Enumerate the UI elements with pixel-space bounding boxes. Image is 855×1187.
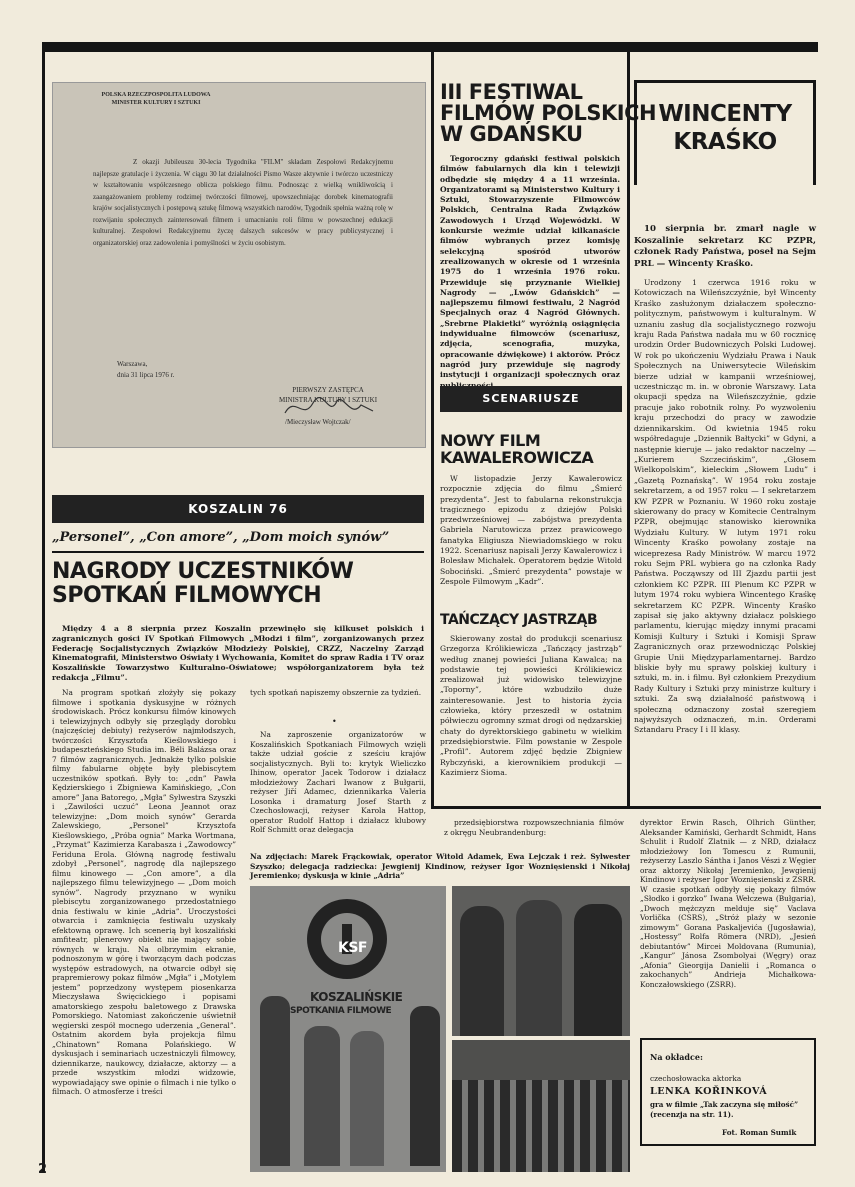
koszalin-col4: dyrektor Erwin Rasch, Olhrich Günther, Aleksander Kamiński, Gerhardt Schmidt, Hans Schulit i Rudolf Zlatnik — z NRD, działacz młodzieżowy Ion Tomescu z Rumunii, reżyserzy Laszlo Sántha i Janos Vészi z Węgier oraz aktorzy Nikołaj Jeremienko, Jewgienij Kindinow i reżyser Igor Woznięsienski z ZSRR. W czasie spotkań odbyły się pokazy filmów „Słodko i gorzko” Iwana Wełczewa (Bułgaria), „Dwoch mężczyzn melduje się” Vaclava Vorlička (CSRS), „Stróż plaży w sezonie zimowym” Gorana Paskaljevića (Jugosławia), „Hostessy” Rolfa Römera (NRD), „Jesień debiutantów” Mircei Moldovana (Rumunia), „Kangur” Jánosa Zsombolyai (Węgry) oraz „Afonia” Gieorgija Danielii i „Romanca o zakochanych” Andrieja Michałkowa-Konczałowskiego (ZSRR). bbox=[640, 818, 816, 989]
cover-photo-credit: Fot. Roman Sumik bbox=[722, 1128, 797, 1137]
cover-name: LENKA KOŘINKOVÁ bbox=[650, 1086, 768, 1097]
festival-body: Tegoroczny gdański festiwal polskich filmów fabularnych dla kin i telewizji odbędzie się między 4 a 11 września. Organizatorami są Ministerstwo Kultury i Sztuki, Stowarzyszenie Filmowców Polskich, Centralna Rada Związków Zawodowych i Urząd Wojewódzki. W konkursie weźmie udział kilkanaście filmów wybranych przez komisję selekcyjną spośród utworów zrealizowanych w okresie od 1 września 1975 do 1 września 1976 roku. Przewiduje się przyznanie Wielkiej Nagrody — „Lwów Gdańskich” — najlepszemu filmowi festiwalu, 2 Nagród Specjalnych oraz 4 Nagród Głównych. „Srebrne Plakietki” wyróżnią osiągnięcia indywidualne filmowców (scenariusz, zdjęcia, scenografia, muzyka, opracowanie dźwiękowe) i aktorów. Prócz nagród jury przewiduje się nagrody instytucji i organizacji społecznych oraz bbox=[440, 154, 620, 380]
person-silhouette bbox=[410, 1006, 440, 1166]
festival-title-3: W GDAŃSKU bbox=[440, 122, 583, 146]
cover-label: Na okładce: bbox=[650, 1052, 703, 1062]
section-rule bbox=[431, 806, 821, 809]
person-silhouette bbox=[516, 900, 562, 1036]
cover-note-box bbox=[640, 1038, 816, 1146]
photo-soviet-delegation bbox=[452, 886, 630, 1036]
scenariusze-p2: Skierowany został do produkcji scenariusz Grzegorza Królikiewicza „Tańczący jastrząb” według znanej powieści Juliana Kawalca; na podstawie tej powieści Królikiewicz zrealizował już widowisko telewizyjne „Toporny”, które wzbudziło duże zainteresowanie. Jest to historia życia człowieka, który przeszedł w ostatnim półwieczu ogromny szmat drogi od nędzarskiej chaty do dyrektorskiego gabinetu w wielkim przedsiębiorstwie. Film powstanie w Zespole „Profil”. Autorem zdjęć będzie Zbigniew Rybczyński, a kierownikiem produkcji — Kazimierz Sioma. bbox=[440, 634, 622, 777]
koszalin-rule bbox=[52, 551, 424, 553]
koszalin-films: „Personel”, „Con amore”, „Dom moich synów” bbox=[52, 530, 390, 545]
column-rule-2 bbox=[627, 52, 630, 807]
letter-body: Z okazji Jubileuszu 30-lecia Tygodnika "FILM" składam Zespołowi Redakcyjnemu najlepsze gratulacje i życzenia. W ciągu 30 lat działalności Pismo Wasze aktywnie i twórczo uczestniczy w kształtowaniu współczesnego oblicza polskiego filmu. Podnosząc z wielką wnikliwością i zaangażowaniem problemy rodzimej twórczości filmowej, upowszechniając dorobek kinematografii krajów socjalistycznych i postępową sztukę filmową wszystkich narodów, Tygodnik spełnia ważną rolę w rozwijaniu społecznych zainteresowań filmem i umacnianiu roli filmu w powszechnej edukacji kulturalnej. Zespołowi Redakcyjnemu życzę dalszych sukcesów w pracy publicystycznej i organizatorskiej oraz zadowolenia i pomyślności w życiu osobistym. bbox=[93, 158, 393, 247]
obituary-name-2: KRAŚKO bbox=[673, 129, 777, 155]
koszalin-col2b: Na zaproszenie organizatorów w Koszalińskich Spotkaniach Filmowych wzięli także udział goście z sześciu krajów socjalistycznych. Byli to: krytyk Wieliczko Ihinow, operator Jacek Todorow i działacz młodzieżowy Zachari Iwanow z Bułgarii, reżyser Jiří Adamec, dziennikarka Valeria Losonka i dramaturg Josef Starth z Czechosłowacji, reżyser Karola Hattop, operator Rudolf Hattop i działacz klubowy Rolf Schmitt oraz delegacja bbox=[250, 730, 426, 834]
letter-date: dnia 31 lipca 1976 r. bbox=[117, 371, 175, 379]
koszalin-col3: przedsiębiorstwa rozpowszechniania filmów z okręgu Neubrandenburg: bbox=[444, 818, 624, 837]
letter-sign-3: /Mieczysław Wojtczak/ bbox=[285, 418, 351, 426]
koszalin-title-1: NAGRODY UCZESTNIKÓW bbox=[52, 559, 354, 584]
letter-sign-2: MINISTRA KULTURY I SZTUKI bbox=[278, 396, 378, 404]
letter-header-2: MINISTER KULTURY I SZTUKI bbox=[111, 100, 201, 106]
photo-adria-discussion bbox=[452, 1040, 630, 1172]
scenariusze-band: SCENARIUSZE bbox=[440, 386, 622, 412]
minister-letter bbox=[52, 82, 426, 448]
letter-place: Warszawa, bbox=[117, 360, 148, 368]
left-rule bbox=[42, 42, 45, 1172]
person-silhouette bbox=[574, 904, 622, 1036]
person-silhouette bbox=[460, 906, 504, 1036]
sign-koszalinskie: KOSZALIŃSKIE bbox=[310, 990, 403, 1004]
sign-spotkania: SPOTKANIA FILMOWE bbox=[290, 1006, 392, 1016]
person-silhouette bbox=[304, 1026, 340, 1166]
letter-header-1: POLSKA RZECZPOSPOLITA LUDOWA bbox=[101, 92, 211, 98]
scenariusze-h1-b: KAWALEROWICZA bbox=[440, 448, 594, 467]
obituary-body: Urodzony 1 czerwca 1916 roku w Kotowiczach na Wileńszczyźnie, był Wincenty Kraśko zasłużonym działaczem społeczno-politycznym, państwowym i kulturalnym. W uznaniu zasług dla socjalistycznego rozwoju kraju Rada Państwa nadała mu w 60 rocznicę urodzin Order Budowniczych Polski Ludowej. W rok po ukończeniu Wydziału Prawa i Nauk Społecznych na Uniwersytecie Wileńskim bierze udział w kampanii wrześniowej, uczestnicząc m. in. w obronie Warszawy. Lata okupacji spędza na Wileńszczyźnie, gdzie pracuje jako robotnik rolny. Po wyzwoleniu kraju przechodzi do pracy w zawodzie dziennikarskim. Od kwietnia 1945 roku współredaguje „Dziennik Bałtycki” w Gdyni, a następnie kieruje — jako redaktor naczelny — „Kurierem Szczecińskim”, „Głosem Wielkopolskim”, kieleckim „Słowem Ludu” i „Gazetą Poznańską”. W 1954 roku zostaje sekretarzem, a od 1957 roku — I sekretarzem KW PZPR w Poznaniu. W 1960 roku zostaje skierowany do pracy w Komitecie Centralnym PZPR, obejmując stanowisko kierownika Wydziału Kultury. W lutym 1971 roku Wincenty Kraśko powołany zostaje na wiceprezesa Rady Ministrów. W marcu 1972 roku Sejm PRL wybiera go na członka Rady Państwa. Począwszy od III Zjazdu partii jest członkiem KC PZPR. III Plenum KC PZPR w lutym 1974 roku wybiera Wincentego Kraśkę sekretarzem KC PZPR. Wincenty Kraśko zapisał się jako aktywny działacz polskiego parlamentu, kierując między innymi pracami Komisji Kultury i Sztuki i Komisji Spraw Zagranicznych oraz przewodnicząc Polskiej Grupie Unii Międzyparlamentarnej. Bardzo bliskie były mu sprawy polskiej kultury i sztuki, m. in. i filmu. Był członkiem Prezydium Rady Kultury i Sztuki przy ministrze kultury i sztuki. Za swą działalność państwową i społeczną odznaczony został szeregiem najwyższych odznaczeń, m.in. Orderami Sztandaru Pracy I i II klasy. bbox=[634, 278, 816, 735]
person-silhouette bbox=[260, 996, 290, 1166]
koszalin-title-2: SPOTKAŃ FILMOWYCH bbox=[52, 583, 322, 608]
koszalin-band: KOSZALIN 76 bbox=[52, 495, 424, 523]
festival-title bbox=[440, 82, 656, 145]
photo-ksf-stage bbox=[250, 886, 446, 1172]
obituary-name bbox=[640, 100, 810, 156]
festival-title-1: III FESTIWAL bbox=[440, 80, 583, 104]
cover-role: czechosłowacka aktorka bbox=[650, 1074, 742, 1083]
koszalin-lead: Między 4 a 8 sierpnia przez Koszalin przewinęło się kilkuset polskich i zagranicznych gości IV Spotkań Filmowych „Młodzi i film”, zorganizowanych przez Federację Socjalistycznych Związków Młodzieży Polskiej, CRZZ, Naczelny Zarząd Kinematografii, Ministerstwo Oświaty i Wychowania, Komitet do spraw Radia i TV oraz Koszalińskie Towarzystwo Kulturalno-Oświatowe; współorganizatorem była też redakcja „Filmu”. bbox=[52, 624, 424, 682]
festival-title-2: FILMÓW POLSKICH bbox=[440, 101, 657, 125]
letter-sign-1: PIERWSZY ZASTĘPCA bbox=[292, 386, 364, 394]
sign-ksf: KSF bbox=[338, 940, 367, 956]
photo-caption: Na zdjęciach: Marek Frąckowiak, operator Witold Adamek, Ewa Lejczak i reż. Sylwester Szyszko; delegacja radziecka: Jewgienij Kindinow, reżyser Igor Woznięsienski i Nikołaj Jeremienko; dyskusja w kinie „Adria” bbox=[250, 852, 630, 880]
page-number: 2 bbox=[38, 1162, 47, 1177]
person-silhouette bbox=[350, 1031, 384, 1166]
koszalin-col2a: tych spotkań napiszemy obszernie za tydzień. bbox=[250, 688, 422, 697]
top-rule bbox=[42, 42, 818, 52]
koszalin-title bbox=[52, 560, 353, 608]
obituary-lead: 10 sierpnia br. zmarł nagle w Koszalinie sekretarz KC PZPR, członek Rady Państwa, poseł na Sejm PRL — Wincenty Kraśko. bbox=[634, 224, 816, 269]
obituary-name-1: WINCENTY bbox=[658, 101, 792, 127]
column-rule bbox=[431, 52, 434, 807]
cover-film: gra w filmie „Tak zaczyna się miłość” (recenzja na str. 11). bbox=[650, 1100, 799, 1119]
scenariusze-h2: TAŃCZĄCY JASTRZĄB bbox=[440, 612, 598, 628]
film-reel-logo-icon bbox=[302, 894, 392, 984]
koszalin-col1: Na program spotkań złożyły się pokazy filmowe i spotkania dyskusyjne w różnych środowiskach. Prócz konkursu filmów kinowych i telewizyjnych odbyły się przeglądy dorobku (najczęściej debiuty) reżyserów najmłodszych, twórczości Krzysztofa Kieślowskiego i budapeszteńskiego Studia im. Béli Balázsa oraz 7 filmów zagranicznych. Jednakże tylko polskie filmy fabularne objęte były plebiscytem uczestników spotkań. Były to: „cdn” Pawła Kędzierskiego i Zbigniewa Kamińskiego, „Con amore” Jana Batorego, „Mgła” Sylwestra Szyszki i „Zawilości uczuć” Leona Jeannot oraz telewizyjne: „Dom moich synów” Gerarda Zalewskiego, „Personel” Krzysztofa Kieślowskiego, „Próba ognia” Marka Wortmana, „Przymat” Kazimierza Karabasza i „Zawodowcy” Feridunа Erola. Główną nagrodę festiwalu zdobył „Personel”, nagrodę dla najlepszego filmu kinowego — „Con amore”, a dla najlepszego filmu telewizyjnego — „Dom moich synów”. Nagrody przyznano w wyniku plebiscytu zorganizowanego przedostatniego dnia festiwalu w kinie „Adria”. Uroczystości otwarcia i zamknięcia festiwalu uzyskały efektowną oprawę. Ich scenerią był koszaliński amfiteatr, plenerowy obiekt nie mający sobie równych w kraju. Na olbrzymim ekranie, podnoszonym w górę i tworzącym dach podczas występów estradowych, na otwarcie odbył się prapremierowy pokaz filmów „Mgła” i „Motylem jestem” poprzedzony występem piosenkarza Mieczysława Święcickiego i popisami amatorskiego zespołu baletowego z Drawska Pomorskiego. Natomiast zakończenie uświetnił węgierski zespół mocnego uderzenia „General”. Ostatnim akordem była projekcja filmu „Chinatown” Romana Polańskiego. W dyskusjach i seminariach uczestniczyli filmowcy, dziennikarze, naukowcy, działacze, aktorzy — a przede wszystkim młodzi widzowie, wypowiadający swe opinie o filmach i nie tylko o filmach. O atmosferze i treści bbox=[52, 688, 236, 1096]
separator-dot: • bbox=[332, 717, 337, 726]
audience-crowd bbox=[452, 1080, 630, 1172]
scenariusze-h1-a: NOWY FILM bbox=[440, 431, 541, 450]
scenariusze-h1 bbox=[440, 432, 593, 466]
scenariusze-p1: W listopadzie Jerzy Kawalerowicz rozpocznie zdjęcia do filmu „Śmierć prezydenta”. Jest to fabularna rekonstrukcja tragicznego epizodu z dziejów Polski przedwrześniowej — zabójstwa prezydenta Gabriela Narutowicza przez prawicowego fanatyka Eligiusza Niewiadomskiego w roku 1922. Scenariusz napisali Jerzy Kawalerowicz i Bolesław Michałek. Operatorem będzie Witold Sobociński. „Śmierć prezydenta” powstaje w Zespole Filmowym „Kadr”. bbox=[440, 474, 622, 586]
